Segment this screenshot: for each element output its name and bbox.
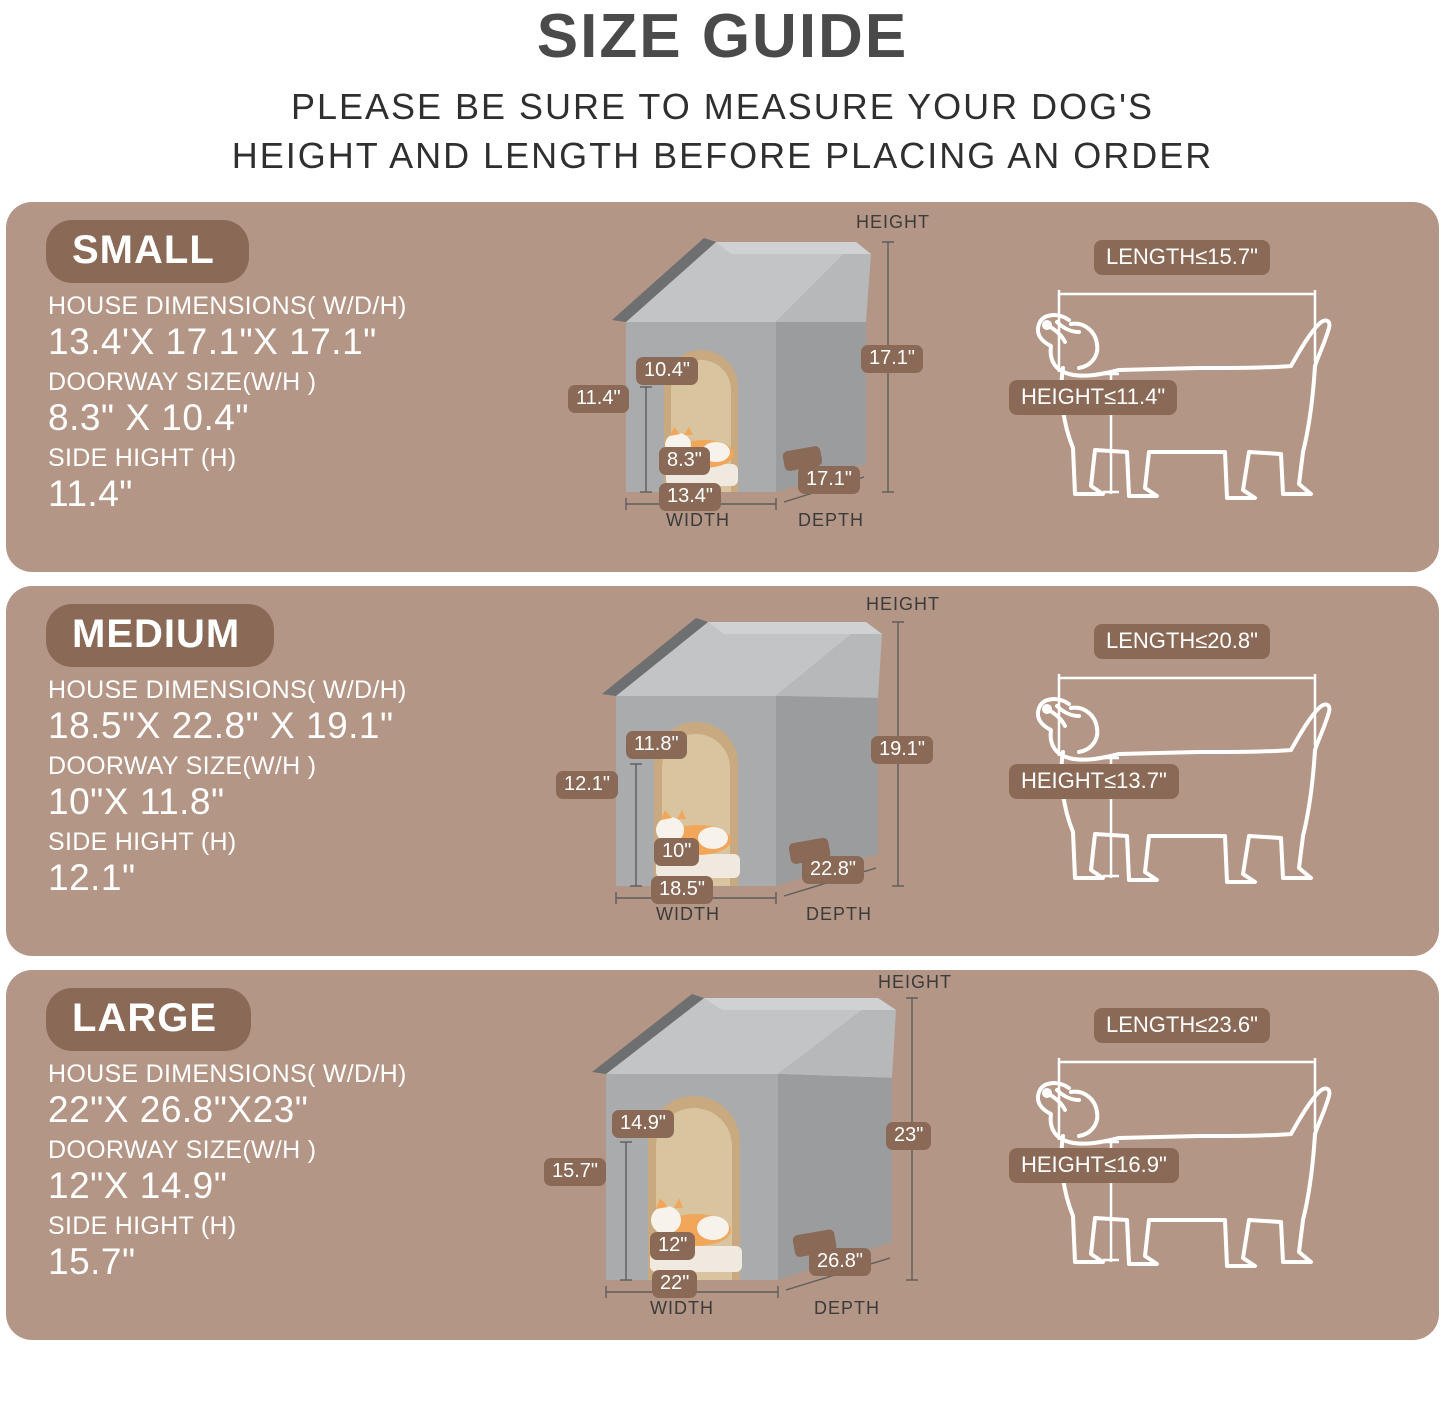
specs-large bbox=[48, 1054, 518, 1282]
page-subtitle-line-1: PLEASE BE SURE TO MEASURE YOUR DOG'S bbox=[290, 86, 1155, 128]
door-width-dim: 10" bbox=[654, 838, 699, 866]
house-illustration-large bbox=[526, 970, 986, 1340]
depth-caption: DEPTH bbox=[798, 510, 865, 531]
height-caption: HEIGHT bbox=[866, 594, 941, 615]
dog-height-tag: HEIGHT≤16.9" bbox=[1009, 1148, 1179, 1183]
size-panel-medium bbox=[6, 586, 1439, 956]
side-height-value: 11.4" bbox=[48, 472, 133, 514]
door-width-dim: 12" bbox=[650, 1232, 695, 1260]
height-caption: HEIGHT bbox=[878, 972, 953, 993]
size-panel-small bbox=[6, 202, 1439, 572]
house-width-dim: 18.5" bbox=[651, 876, 713, 904]
page-subtitle bbox=[0, 83, 1445, 180]
house-dimensions-value: 22"X 26.8"X23" bbox=[48, 1089, 309, 1131]
depth-caption: DEPTH bbox=[814, 1298, 881, 1319]
side-height-value: 15.7" bbox=[48, 1240, 136, 1282]
depth-caption: DEPTH bbox=[806, 904, 873, 925]
house-height-dim: 19.1" bbox=[871, 736, 933, 764]
side-height-dim: 11.4" bbox=[568, 385, 629, 413]
page-subtitle-line-2: HEIGHT AND LENGTH BEFORE PLACING AN ORDER bbox=[231, 134, 1214, 176]
dog-outline-large bbox=[999, 970, 1429, 1340]
doorway-size-label: DOORWAY SIZE(W/H ) bbox=[48, 368, 317, 397]
side-height-label: SIDE HIGHT (H) bbox=[48, 827, 237, 856]
house-dimensions-label: HOUSE DIMENSIONS( W/D/H) bbox=[48, 676, 407, 705]
size-badge-medium: MEDIUM bbox=[46, 604, 274, 667]
house-depth-dim: 22.8" bbox=[802, 856, 864, 884]
side-height-dim: 12.1" bbox=[556, 771, 618, 799]
width-caption: WIDTH bbox=[656, 904, 720, 925]
specs-small bbox=[48, 286, 518, 514]
dog-height-tag: HEIGHT≤13.7" bbox=[1009, 764, 1179, 799]
house-depth-dim: 26.8" bbox=[809, 1248, 871, 1276]
house-height-dim: 17.1" bbox=[861, 345, 923, 373]
house-drawing bbox=[526, 970, 986, 1340]
door-height-dim: 10.4" bbox=[636, 357, 698, 385]
doorway-size-value: 8.3" X 10.4" bbox=[48, 397, 249, 439]
doorway-size-label: DOORWAY SIZE(W/H ) bbox=[48, 1136, 317, 1165]
side-height-label: SIDE HIGHT (H) bbox=[48, 1211, 237, 1240]
height-caption: HEIGHT bbox=[856, 212, 931, 233]
specs-medium bbox=[48, 670, 518, 898]
page-header bbox=[0, 0, 1445, 180]
house-dimensions-value: 18.5"X 22.8" X 19.1" bbox=[48, 705, 394, 747]
dog-outline-small bbox=[999, 202, 1429, 572]
dog-length-tag: LENGTH≤20.8" bbox=[1094, 624, 1270, 659]
dog-length-tag: LENGTH≤23.6" bbox=[1094, 1008, 1270, 1043]
side-height-dim: 15.7" bbox=[544, 1158, 606, 1186]
house-height-dim: 23" bbox=[886, 1122, 931, 1150]
house-depth-dim: 17.1" bbox=[798, 466, 860, 494]
doorway-size-value: 12"X 14.9" bbox=[48, 1165, 228, 1207]
house-dimensions-label: HOUSE DIMENSIONS( W/D/H) bbox=[48, 1060, 407, 1089]
house-dimensions-value: 13.4'X 17.1"X 17.1" bbox=[48, 321, 377, 363]
dog-outline-medium bbox=[999, 586, 1429, 956]
size-badge-small: SMALL bbox=[46, 220, 249, 283]
side-height-value: 12.1" bbox=[48, 856, 136, 898]
width-caption: WIDTH bbox=[650, 1298, 714, 1319]
door-height-dim: 11.8" bbox=[626, 731, 687, 759]
house-dimensions-label: HOUSE DIMENSIONS( W/D/H) bbox=[48, 292, 407, 321]
house-illustration-medium bbox=[526, 586, 986, 956]
house-illustration-small bbox=[526, 202, 986, 572]
doorway-size-label: DOORWAY SIZE(W/H ) bbox=[48, 752, 317, 781]
page-title: SIZE GUIDE bbox=[536, 2, 909, 71]
dog-height-tag: HEIGHT≤11.4" bbox=[1009, 380, 1177, 415]
side-height-label: SIDE HIGHT (H) bbox=[48, 443, 237, 472]
size-panel-large bbox=[6, 970, 1439, 1340]
size-badge-large: LARGE bbox=[46, 988, 251, 1051]
door-height-dim: 14.9" bbox=[612, 1110, 674, 1138]
dog-length-tag: LENGTH≤15.7" bbox=[1094, 240, 1270, 275]
house-width-dim: 13.4" bbox=[659, 483, 721, 511]
doorway-size-value: 10"X 11.8" bbox=[48, 781, 225, 823]
house-width-dim: 22" bbox=[652, 1270, 697, 1298]
door-width-dim: 8.3" bbox=[659, 447, 710, 475]
width-caption: WIDTH bbox=[666, 510, 730, 531]
